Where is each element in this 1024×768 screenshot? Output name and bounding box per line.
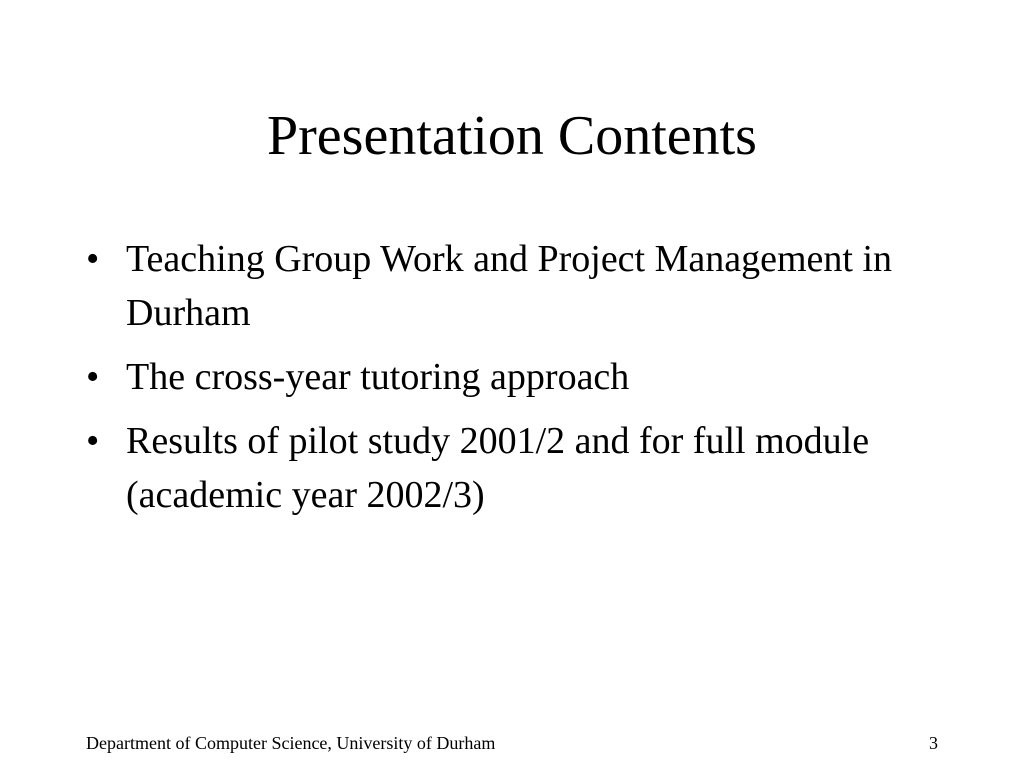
bullet-marker: • [86,356,100,398]
bullet-item [86,232,906,340]
bullet-item [86,414,906,522]
page-number: 3 [929,733,938,753]
bullet-marker: • [86,238,100,280]
bullet-marker: • [86,420,100,462]
bullet-text: The cross-year tutoring approach [126,356,630,398]
bullet-item [86,350,906,404]
bullet-text: Results of pilot study 2001/2 and for full module (academic year 2002/3) [126,420,870,516]
bullet-list [86,232,906,532]
footer-department: Department of Computer Science, University of Durham [86,733,496,753]
bullet-text: Teaching Group Work and Project Management in Durham [126,238,893,334]
slide-title: Presentation Contents [267,105,757,167]
